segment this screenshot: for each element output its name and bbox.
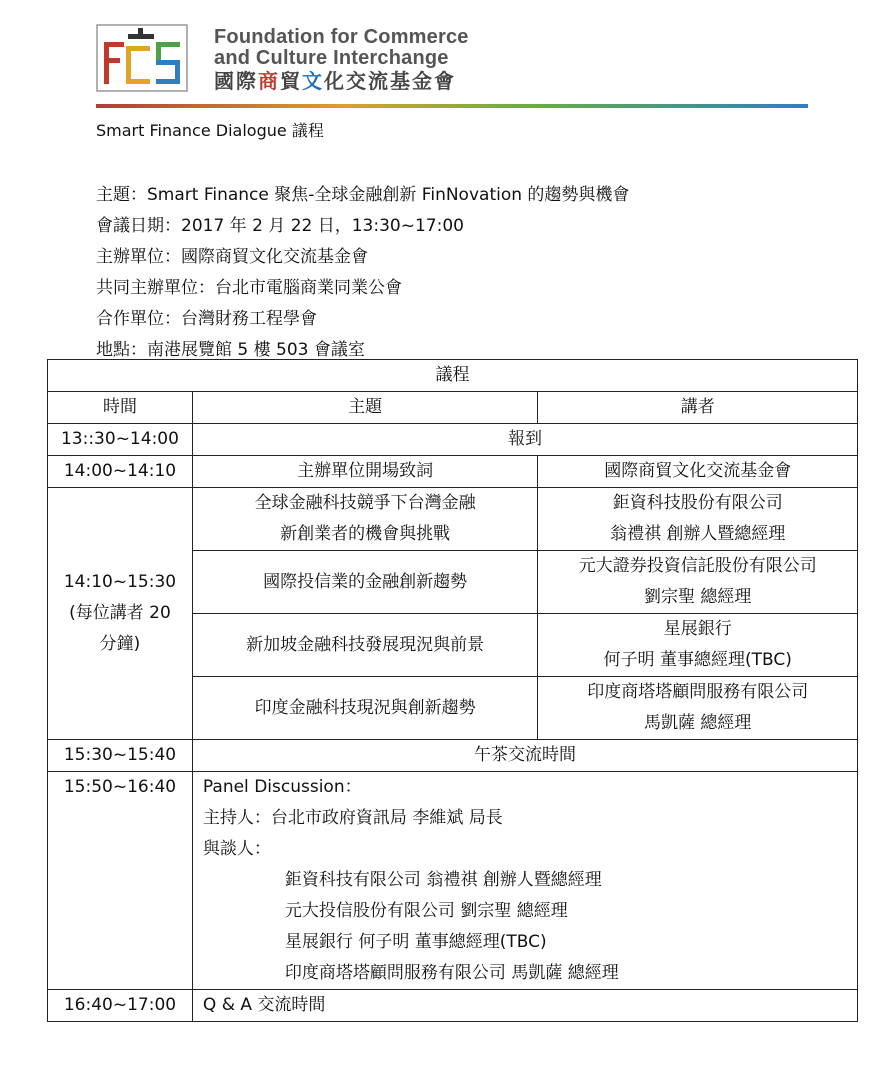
speaker-cell [538,551,858,614]
talks-time-line3: 分鐘) [99,634,141,654]
org-name-zh [214,69,456,93]
time-cell: 15:50~16:40 [48,772,193,990]
topic-cell: 印度金融科技現況與創新趨勢 [192,677,537,740]
speaker-name: 馬凱薩 總經理 [644,713,752,733]
table-row [48,456,858,488]
org-name-zh-part5: 化交流基金會 [324,69,456,93]
table-row [48,772,858,990]
topic-cell: 國際投信業的金融創新趨勢 [192,551,537,614]
break-cell: 午茶交流時間 [192,740,857,772]
event-meta [96,180,629,366]
org-name-zh-part2: 商 [258,69,280,93]
table-row [48,488,858,551]
time-cell: 13::30~14:00 [48,424,193,456]
org-name-en-line1: Foundation for Commerce [214,26,469,48]
agenda-caption-row [48,360,858,392]
panel-title: Panel Discussion： [202,777,362,797]
talks-time-line2: (每位講者 20 [69,603,171,623]
time-cell: 15:30~15:40 [48,740,193,772]
org-name-zh-part1: 國際 [214,69,258,93]
panelist: 元大投信股份有限公司 劉宗聖 總經理 [284,901,568,921]
panel-cell [192,772,857,990]
speaker-org: 鉅資科技股份有限公司 [612,493,783,513]
speaker-name: 劉宗聖 總經理 [644,587,752,607]
org-name-en-line2: and Culture Interchange [214,47,449,69]
meta-date: 會議日期：2017 年 2 月 22 日，13:30~17:00 [96,216,464,236]
table-row [48,990,858,1022]
speaker-cell [538,488,858,551]
topic-line1: 全球金融科技競爭下台灣金融 [254,493,476,513]
panelist: 鉅資科技有限公司 翁禮祺 創辦人暨總經理 [284,870,602,890]
speaker-org: 印度商塔塔顧問服務有限公司 [587,682,809,702]
document-title: Smart Finance Dialogue 議程 [96,121,324,140]
panel-host: 主持人：台北市政府資訊局 李維斌 局長 [202,808,503,828]
panelist: 印度商塔塔顧問服務有限公司 馬凱薩 總經理 [284,963,619,983]
agenda-table [47,359,858,1022]
table-row [48,740,858,772]
agenda-header-row [48,392,858,424]
speaker-org: 星展銀行 [663,619,732,639]
talks-time-line1: 14:10~15:30 [63,572,177,592]
header-topic: 主題 [192,392,537,424]
meta-topic: 主題：Smart Finance 聚焦-全球金融創新 FinNovation 的趨勢與機會 [96,185,630,205]
table-row [48,424,858,456]
meta-co-organizer: 共同主辦單位：台北市電腦商業同業公會 [96,278,402,298]
header-divider [96,104,808,108]
topic-cell: 新加坡金融科技發展現況與前景 [192,614,537,677]
foundation-logo [96,24,188,92]
org-name-zh-part3: 貿 [280,69,302,93]
meta-partner: 合作單位：台灣財務工程學會 [96,309,317,329]
org-name-zh-part4: 文 [302,69,324,93]
header-speaker: 講者 [538,392,858,424]
panelist: 星展銀行 何子明 董事總經理(TBC) [284,932,547,952]
speaker-org: 元大證券投資信託股份有限公司 [578,556,817,576]
agenda-caption: 議程 [48,360,858,392]
talks-time-cell [48,488,193,740]
meta-organizer: 主辦單位：國際商貿文化交流基金會 [96,247,368,267]
topic-cell [192,488,537,551]
time-cell: 14:00~14:10 [48,456,193,488]
letterhead [96,24,808,110]
speaker-name: 何子明 董事總經理(TBC) [603,650,792,670]
speaker-name: 翁禮祺 創辦人暨總經理 [610,524,786,544]
speaker-cell: 國際商貿文化交流基金會 [538,456,858,488]
header-time: 時間 [48,392,193,424]
panelists-label: 與談人： [202,839,271,859]
time-cell: 16:40~17:00 [48,990,193,1022]
speaker-cell [538,677,858,740]
topic-cell: 主辦單位開場致詞 [192,456,537,488]
speaker-cell [538,614,858,677]
topic-line2: 新創業者的機會與挑戰 [280,524,451,544]
checkin-cell: 報到 [192,424,857,456]
meta-venue: 地點：南港展覽館 5 樓 503 會議室 [96,340,365,360]
qa-cell: Q & A 交流時間 [192,990,857,1022]
